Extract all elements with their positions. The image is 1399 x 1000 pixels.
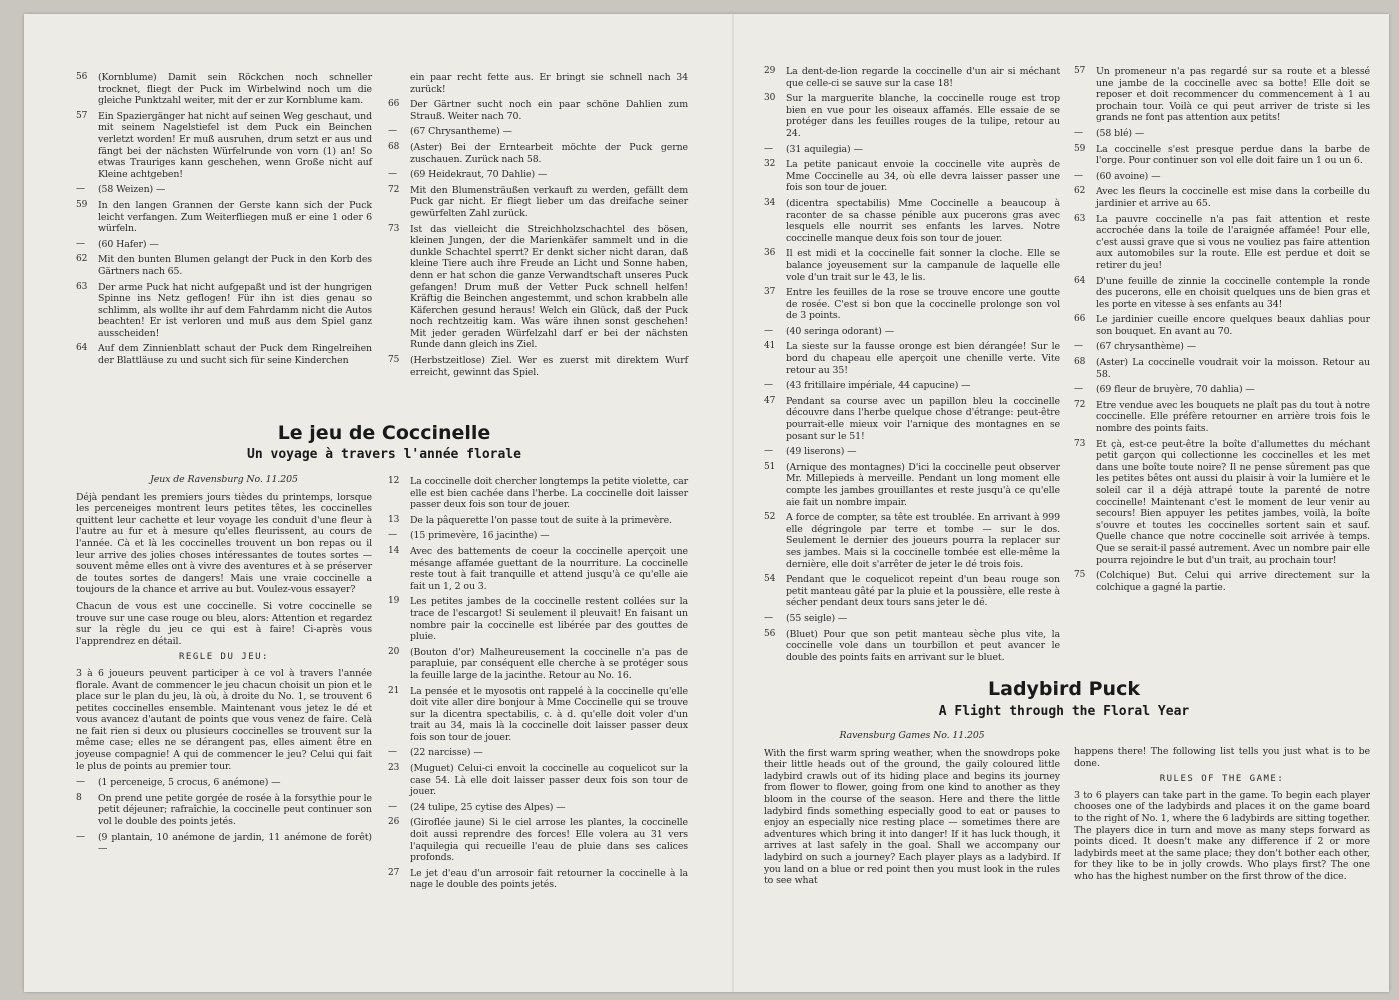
rule-text: (Arnique des montagnes) D'ici la coccinelle peut observer Mr. Millepieds à merveille. Pendant un long moment elle compte les jambes grouillantes et reste jusqu'à ce qu'elle aie fait un nombre impair.: [786, 461, 1060, 508]
rule-text: (55 seigle) —: [786, 612, 848, 624]
rule-number: 73: [388, 223, 400, 234]
rule-text: (60 Hafer) —: [98, 238, 159, 250]
rule-entry: [388, 596, 688, 642]
english-intro-paragraph: With the first warm spring weather, when the snowdrops poke their little heads out of the ground, the gaily coloured little ladybird crawls out of its hiding place and begins its journey from flower to flower, going from one kind to another as they bloom in the course of the season. Here and there the little ladybird finds something especially good to eat or pauses to enjoy an especially nice resting place — sometimes there are adventures which bring it into danger! If it has luck though, it arrives at last safely in the goal. Shall we accompany our ladybird on such a journey? Each player plays as a ladybird. If you land on a blue or red point then you must look in the rules to see what: [764, 747, 1060, 887]
rule-number: 47: [764, 395, 776, 406]
rule-text: (31 aquilegia) —: [786, 143, 863, 155]
rule-text: Sur la marguerite blanche, la coccinelle rouge est trop bien en vue pour les oiseaux affamés. Elle essaie de se protéger dans les feuilles rouges de la tulipe, retour au 24.: [786, 93, 1060, 139]
rule-entry: [388, 763, 688, 798]
rule-text: (9 plantain, 10 anémone de jardin, 11 anémone de forêt) —: [98, 831, 372, 855]
rule-entry: [1074, 400, 1370, 435]
rule-number: —: [764, 612, 773, 623]
rule-number: [388, 72, 410, 95]
rule-text: (Colchique) But. Celui qui arrive directement sur la colchique a gagné la partie.: [1096, 570, 1370, 593]
rule-text: Der Gärtner sucht noch ein paar schöne Dahlien zum Strauß. Weiter nach 70.: [410, 99, 688, 122]
rule-text: (15 primevère, 16 jacinthe) —: [410, 530, 550, 542]
rule-entry: [388, 185, 688, 220]
rule-text: (1 perceneige, 5 crocus, 6 anémone) —: [98, 777, 281, 789]
french-rules-column-3: [764, 66, 1060, 663]
rule-entry: [76, 343, 372, 366]
rule-number: 64: [1074, 275, 1086, 286]
rule-text: (49 liserons) —: [786, 446, 857, 458]
rule-entry: [1074, 357, 1370, 380]
english-intro-continuation: happens there! The following list tells you just what is to be done.: [1074, 746, 1370, 769]
rule-text: (22 narcisse) —: [410, 747, 483, 759]
rule-number: 75: [388, 355, 400, 366]
center-fold: [732, 14, 734, 992]
rule-text: Et çà, est-ce peut-être la boîte d'allumettes du méchant petit garçon qui collectionne les coccinelles et les met dans une boîte toute noire? Il ne pense sûrement pas que les petites bêtes ont aussi du plaisir à voir la lumière et le soleil car il a déjà attrapé toute la parenté de notre coccinelle! Maintenant c'est le moment de leur venir au secours! Bien appuyer les petites jambes, voilà, la boîte s'ouvre et toutes les coccinelles sortent sain et sauf. Quelle chance que notre coccinelle soit arrivée à temps. Que se serait-il passé autrement. Avec un nombre pair elle pourra rejoindre le but d'un trait, au prochain tour!: [1096, 438, 1370, 566]
rule-text: In den langen Grannen der Gerste kann sich der Puck leicht verfangen. Zum Weiterfliegen muß er eine 1 oder 6 würfeln.: [98, 199, 372, 235]
rule-number: 8: [76, 792, 82, 803]
rule-number: 73: [1074, 438, 1086, 449]
rule-text: Mit den Blumensträußen verkauft zu werden, gefällt dem Puck gar nicht. Er fliegt lieber um das dreifache seiner gewürfelten Zahl zurück.: [410, 184, 688, 219]
rule-number: 29: [764, 66, 776, 76]
rule-entry: [764, 629, 1060, 664]
rule-number: 19: [388, 596, 400, 607]
rule-entry: [388, 72, 688, 95]
rule-number: —: [76, 238, 85, 249]
rule-number: 14: [388, 545, 400, 556]
french-intro-paragraph-1: Déjà pendant les premiers jours tièdes du printemps, lorsque les perceneiges montrent leurs petites têtes, les coccinelles quittent leur cachette et leur voyage les conduit d'une fleur à l'autre au fur et à mesure qu'elles fleurissent, au cours de l'année. Cà et là les coccinelles trouvent un bon repas ou il leur arrive des jolies choses intéressantes de toutes sortes — souvent même elles ont à vivre des aventures et à se préserver de toutes sortes de dangers! Mais une vraie coccinelle a toujours de la chance et arrive au but. Voulez-vous essayer?: [76, 491, 372, 596]
rule-number: 27: [388, 867, 400, 878]
rule-number: 66: [1074, 314, 1086, 325]
rule-number: —: [388, 801, 397, 812]
french-source: Jeux de Ravensburg No. 11.205: [150, 474, 298, 485]
rule-entry: [76, 200, 372, 235]
rule-entry: [76, 184, 372, 196]
rule-number: —: [76, 831, 85, 842]
rule-entry: [388, 686, 688, 744]
rule-text: La pauvre coccinelle n'a pas fait attention et reste accrochée dans la toile de l'araignée affamée! Pour elle, c'est aussi grave que si vous ne vouliez pas faire attention aux automobiles sur la route. Elle est perdue et doit se retirer du jeu!: [1096, 213, 1370, 271]
rule-entry: [76, 832, 372, 855]
rule-number: 56: [76, 72, 88, 82]
rule-text: (Aster) La coccinelle voudrait voir la moisson. Retour au 58.: [1096, 357, 1370, 380]
rule-number: 64: [76, 343, 88, 354]
rule-number: 66: [388, 99, 400, 110]
rule-text: Pendant sa course avec un papillon bleu la coccinelle découvre dans l'herbe quelque chose d'étrange: peut-être pourrait-elle mieux voir l'arnique des montagnes en se posant sur le 51!: [786, 395, 1060, 442]
rule-entry: [388, 647, 688, 682]
rule-number: 52: [764, 512, 776, 523]
rule-text: Un promeneur n'a pas regardé sur sa route et a blessé une jambe de la coccinelle avec sa botte! Elle doit se reposer et doit recommencer du commencement à 1 au prochain tour. Voilà ce qui peut arriver de triste si les grands ne font pas attention aux petits!: [1096, 66, 1370, 124]
rule-entry: [764, 341, 1060, 376]
english-rules-paragraph: 3 to 6 players can take part in the game. To begin each player chooses one of the ladybirds and places it on the game board to the right of No. 1, where the 6 ladybirds are sitting together. The players dice in turn and move as many steps forward as points diced. It doesn't make any difference if 2 or more ladybirds meet at the same place; they don't bother each other, for they like to be in jolly crowds. Who plays first? The one who has the highest number on the first throw of the dice.: [1074, 789, 1370, 882]
rule-text: (Aster) Bei der Erntearbeit möchte der Puck gerne zuschauen. Zurück nach 58.: [410, 141, 688, 165]
rule-entry: [388, 355, 688, 378]
rule-number: 32: [764, 159, 776, 170]
rule-text: Der arme Puck hat nicht aufgepaßt und ist der hungrigen Spinne ins Netz geflogen! Für ihn ist dies genau so schlimm, als wollte ihr auf dem Fahrdamm nicht die Autos beachten! Er ist verloren und muß aus dem Spiel ganz ausscheiden!: [98, 281, 372, 339]
rule-text: Le jardinier cueille encore quelques beaux dahlias pour son bouquet. En avant au 70.: [1096, 314, 1370, 337]
rule-entry: [764, 613, 1060, 625]
rule-entry: [764, 462, 1060, 508]
rule-entry: [388, 802, 688, 814]
rule-text: D'une feuille de zinnie la coccinelle contemple la ronde des pucerons, elle en choisit quelques uns de bien gras et les porte en vitesse à ses enfants au 34!: [1096, 275, 1370, 310]
rule-number: 30: [764, 93, 776, 104]
rule-entry: [764, 380, 1060, 392]
french-rules-column-4: [1074, 66, 1370, 646]
rule-entry: [76, 111, 372, 181]
rule-number: —: [764, 446, 773, 457]
rule-number: —: [764, 143, 773, 154]
rule-entry: [388, 476, 688, 511]
rule-entry: [1074, 314, 1370, 337]
rule-number: 36: [764, 248, 776, 259]
rule-number: —: [76, 777, 85, 788]
rule-entry: [388, 817, 688, 863]
rule-number: 26: [388, 817, 400, 828]
rule-number: —: [388, 747, 397, 758]
rule-number: 63: [1074, 213, 1086, 224]
rule-text: (Bluet) Pour que son petit manteau sèche plus vite, la coccinelle vole dans un tourbillon et peut avancer le double des points faits en arrivant sur le bluet.: [786, 628, 1060, 663]
rule-text: Le jet d'eau d'un arrosoir fait retourner la coccinelle à la nage le double des points jetés.: [410, 867, 688, 891]
rule-text: La coccinelle s'est presque perdue dans la barbe de l'orge. Pour continuer son vol elle doit faire un 1 ou un 6.: [1096, 143, 1370, 167]
rule-entry: [1074, 186, 1370, 209]
rule-text: (43 fritillaire impériale, 44 capucine) —: [786, 380, 971, 392]
rule-number: 20: [388, 646, 400, 657]
rule-number: 12: [388, 476, 400, 486]
rule-number: —: [1074, 127, 1083, 138]
rule-entry: [76, 282, 372, 340]
rule-entry: [388, 99, 688, 122]
rule-text: La pensée et le myosotis ont rappelé à la coccinelle qu'elle doit vite aller dire bonjour à Mme Coccinelle qui se trouve sur la dicentra spectabilis, c. à d. qu'elle doit voler d'un trait au 34, mais là la coccinelle doit laisser passer deux fois son tour de jouer.: [410, 685, 688, 743]
rule-entry: [1074, 144, 1370, 167]
rule-number: 57: [76, 110, 88, 121]
rule-text: (69 Heidekraut, 70 Dahlie) —: [410, 169, 548, 181]
rule-entry: [1074, 384, 1370, 396]
french-intro-column: [76, 474, 372, 894]
english-title: Ladybird Puck: [988, 678, 1140, 700]
rule-number: —: [1074, 170, 1083, 181]
french-rules-list-1: [76, 777, 372, 855]
rule-number: 51: [764, 461, 776, 472]
rule-text: Entre les feuilles de la rose se trouve encore une goutte de rosée. C'est si bon que la coccinelle prolonge son vol de 3 points.: [786, 287, 1060, 322]
rule-entry: [1074, 570, 1370, 593]
rule-entry: [764, 396, 1060, 442]
rule-text: Pendant que le coquelicot repeint d'un beau rouge son petit manteau gâté par la pluie et la poussière, elle reste à sécher pendant deux tours sans jeter le dé.: [786, 574, 1060, 609]
rule-number: —: [1074, 341, 1083, 352]
rule-number: —: [388, 530, 397, 541]
rule-number: —: [388, 126, 397, 137]
rule-text: (67 Chrysantheme) —: [410, 126, 512, 138]
english-source: Ravensburg Games No. 11.205: [839, 730, 985, 741]
french-intro-paragraph-2: Chacun de vous est une coccinelle. Si votre coccinelle se trouve sur une case rouge ou bleu, alors: Attention et regardez sur la règle du jeu ce qui est à faire! Ci-après vous l'apprendrez en détail.: [76, 600, 372, 647]
rule-entry: [76, 72, 372, 107]
rule-entry: [764, 287, 1060, 322]
rule-number: 59: [1074, 143, 1086, 154]
rule-entry: [764, 512, 1060, 570]
rule-text: Ein Spaziergänger hat nicht auf seinen Weg geschaut, und mit seinem Nagelstiefel ist dem Puck ein Beinchen verletzt worden! Er muß ausruhen, drum setzt er aus und fängt bei der nächsten Würfelrunde von vorn (1) an! So etwas Trauriges kann geschehen, wenn Große nicht auf Kleine achtgeben!: [98, 110, 372, 180]
rule-number: 21: [388, 685, 400, 696]
rule-entry: [388, 515, 688, 527]
rule-text: (Giroflée jaune) Si le ciel arrose les plantes, la coccinelle doit aussi reprendre des forces! Elle volera au 31 vers l'aquilegia qui recueille l'eau de pluie dans ses calices profonds.: [410, 817, 688, 864]
rule-entry: [1074, 341, 1370, 353]
rule-number: 34: [764, 197, 776, 208]
english-rules-heading: RULES OF THE GAME:: [1159, 774, 1285, 785]
rule-entry: [1074, 128, 1370, 140]
rule-text: (67 chrysanthème) —: [1096, 341, 1196, 353]
rule-text: Les petites jambes de la coccinelle restent collées sur la trace de l'escargot! Si seulement il pleuvait! En faisant un nombre pair la coccinelle est libérée par des gouttes de pluie.: [410, 596, 688, 643]
rule-entry: [388, 747, 688, 759]
rule-number: —: [1074, 384, 1083, 395]
rule-text: (40 seringa odorant) —: [786, 325, 894, 337]
rule-number: 23: [388, 763, 400, 774]
rule-number: 68: [388, 141, 400, 152]
rule-number: 54: [764, 574, 776, 585]
rule-text: Avec les fleurs la coccinelle est mise dans la corbeille du jardinier et arrive au 65.: [1096, 186, 1370, 209]
rule-text: ein paar recht fette aus. Er bringt sie schnell nach 34 zurück!: [410, 72, 688, 95]
rule-number: 63: [76, 281, 88, 292]
rule-text: (69 fleur de bruyère, 70 dahlia) —: [1096, 384, 1255, 396]
rule-entry: [764, 93, 1060, 139]
rule-number: 72: [1074, 399, 1086, 410]
rule-entry: [1074, 276, 1370, 311]
rule-number: 68: [1074, 357, 1086, 368]
rule-number: —: [388, 169, 397, 180]
french-subtitle: Un voyage à travers l'année florale: [247, 447, 521, 462]
rule-text: (Kornblume) Damit sein Röckchen noch schneller trocknet, fliegt der Puck im Wirbelwind noch um die gleiche Punktzahl weiter, mit der er zur Kornblume kam.: [98, 72, 372, 107]
rule-number: 37: [764, 287, 776, 298]
rule-text: Auf dem Zinnienblatt schaut der Puck dem Ringelreihen der Blattläuse zu und sucht sich für seine Kinderchen: [98, 343, 372, 367]
rule-entry: [388, 546, 688, 592]
rule-number: 59: [76, 199, 88, 210]
rule-text: (dicentra spectabilis) Mme Coccinelle a beaucoup à raconter de sa chasse pénible aux pucerons gras avec lesquels elle nourrit ses enfants les larves. Notre coccinelle manque deux fois son tour de jouer.: [786, 197, 1060, 244]
rule-number: 56: [764, 628, 776, 639]
rule-entry: [388, 142, 688, 165]
rule-text: La dent-de-lion regarde la coccinelle d'un air si méchant que celle-ci se sauve sur la case 18!: [786, 66, 1060, 89]
rule-number: 75: [1074, 570, 1086, 581]
rule-entry: [76, 239, 372, 251]
rule-text: (24 tulipe, 25 cytise des Alpes) —: [410, 801, 566, 813]
english-rules-column: [1074, 746, 1370, 976]
rule-entry: [388, 126, 688, 138]
rule-number: 41: [764, 341, 776, 352]
german-rules-column-2: [388, 72, 688, 402]
rule-entry: [76, 254, 372, 277]
rule-text: (Bouton d'or) Malheureusement la coccinelle n'a pas de parapluie, par conséquent elle cherche à se protéger sous la feuille large de la jacinthe. Retour au No. 16.: [410, 646, 688, 681]
rule-entry: [388, 868, 688, 891]
rule-text: Mit den bunten Blumen gelangt der Puck in den Korb des Gärtners nach 65.: [98, 254, 372, 277]
rule-entry: [764, 144, 1060, 156]
english-intro-column: [764, 730, 1060, 970]
rule-entry: [1074, 66, 1370, 124]
rule-number: 57: [1074, 66, 1086, 76]
rule-entry: [388, 224, 688, 352]
rule-entry: [764, 198, 1060, 244]
rule-entry: [1074, 439, 1370, 567]
rule-text: La coccinelle doit chercher longtemps la petite violette, car elle est bien cachée dans l'herbe. La coccinelle doit laisser passer deux fois son tour de jouer.: [410, 476, 688, 511]
rule-entry: [764, 159, 1060, 194]
rule-number: 62: [76, 254, 88, 265]
french-rules-column-2: [388, 476, 688, 896]
rule-text: (58 blé) —: [1096, 127, 1145, 139]
english-subtitle: A Flight through the Floral Year: [938, 704, 1190, 719]
rule-entry: [764, 574, 1060, 609]
rule-text: La sieste sur la fausse oronge est bien dérangée! Sur le bord du chapeau elle aperçoit une chenille verte. Vite retour au 35!: [786, 341, 1060, 376]
german-rules-column-1: [76, 72, 372, 402]
rule-text: On prend une petite gorgée de rosée à la forsythie pour le petit déjeuner; rafraîchie, la coccinelle peut continuer son vol le double des points jetés.: [98, 792, 372, 828]
rule-text: La petite panicaut envoie la coccinelle vite auprès de Mme Coccinelle au 34, où elle devra laisser passer une fois son tour de jouer.: [786, 159, 1060, 194]
rule-entry: [1074, 214, 1370, 272]
rule-entry: [76, 793, 372, 828]
rule-entry: [764, 446, 1060, 458]
rule-number: —: [764, 325, 773, 336]
rule-entry: [1074, 171, 1370, 183]
rule-text: Etre vendue avec les bouquets ne plaît pas du tout à notre coccinelle. Elle préfère retourner en arrière trois fois le nombre des points faits.: [1096, 399, 1370, 435]
french-rules-heading: REGLE DU JEU:: [179, 652, 269, 663]
rule-entry: [388, 530, 688, 542]
rule-entry: [764, 326, 1060, 338]
rule-text: (60 avoine) —: [1096, 170, 1161, 182]
printed-sheet: [24, 14, 1389, 992]
rule-text: Ist das vielleicht die Streichholzschachtel des bösen, kleinen Jungen, der die Marienkäfer sammelt und in die dunkle Schachtel sperrt? Er denkt sicher nicht daran, daß kleine Tiere auch ihre Freude an Licht und Sonne haben, denn er hat schon die ganze Verwandtschaft unseres Puck gefangen! Drum muß der Vetter Puck schnell helfen! Kräftig die Beinchen angestemmt, und schon krabbeln alle Käferchen gesund heraus! Welch ein Glück, daß der Puck noch rechtzeitig kam. Was wäre ihnen sonst geschehen! Mit jeder geraden Würfelzahl darf er bei der nächsten Runde dann gleich ins Ziel.: [410, 223, 688, 351]
rule-text: (Herbstzeitlose) Ziel. Wer es zuerst mit direktem Wurf erreicht, gewinnt das Spiel.: [410, 355, 688, 378]
rule-number: —: [76, 184, 85, 195]
french-rules-paragraph: 3 à 6 joueurs peuvent participer à ce vol à travers l'année florale. Avant de commencer le jeu chacun choisit un pion et le place sur le plan du jeu, là où, à droite du No. 1, se trouvent 6 petites coccinelles ensemble. Maintenant vous jetez le dé et vous avancez d'autant de points que vous venez de faire. Celà ne fait rien si deux ou plusieurs coccinelles se trouvent sur la même case; elles ne se dérangent pas, elles aiment être en joyeuse compagnie! A qui de commencer le jeu? Celui qui fait le plus de points au premier tour.: [76, 667, 372, 772]
rule-number: 72: [388, 184, 400, 195]
rule-number: —: [764, 380, 773, 391]
rule-entry: [76, 777, 372, 789]
rule-number: 13: [388, 514, 400, 525]
rule-text: Il est midi et la coccinelle fait sonner la cloche. Elle se balance joyeusement sur la campanule de laquelle elle vole d'un trait sur le 43, le lis.: [786, 248, 1060, 283]
rule-text: Avec des battements de coeur la coccinelle aperçoit une mésange affamée guettant de la nourriture. La coccinelle reste tout à fait tranquille et attend jusqu'à ce qu'elle aie fait un 1, 2 ou 3.: [410, 545, 688, 592]
rule-entry: [388, 169, 688, 181]
rule-text: (Muguet) Celui-ci envoit la coccinelle au coquelicot sur la case 54. Là elle doit laisser passer deux fois son tour de jouer.: [410, 763, 688, 798]
french-title: Le jeu de Coccinelle: [277, 422, 491, 444]
rule-text: A force de compter, sa tête est troublée. En arrivant à 999 elle dégringole par terre et tombe — sur le dos. Seulement le dernier des joueurs pourra la replacer sur ses jambes. Mais si la coccinelle tombée est elle-même la dernière, elle doit s'arrêter de jeter le dé trois fois.: [786, 512, 1060, 570]
rule-entry: [764, 248, 1060, 283]
rule-entry: [764, 66, 1060, 89]
rule-text: De la pâquerette l'on passe tout de suite à la primevère.: [410, 514, 672, 526]
rule-text: (58 Weizen) —: [98, 184, 166, 196]
rule-number: 62: [1074, 186, 1086, 197]
